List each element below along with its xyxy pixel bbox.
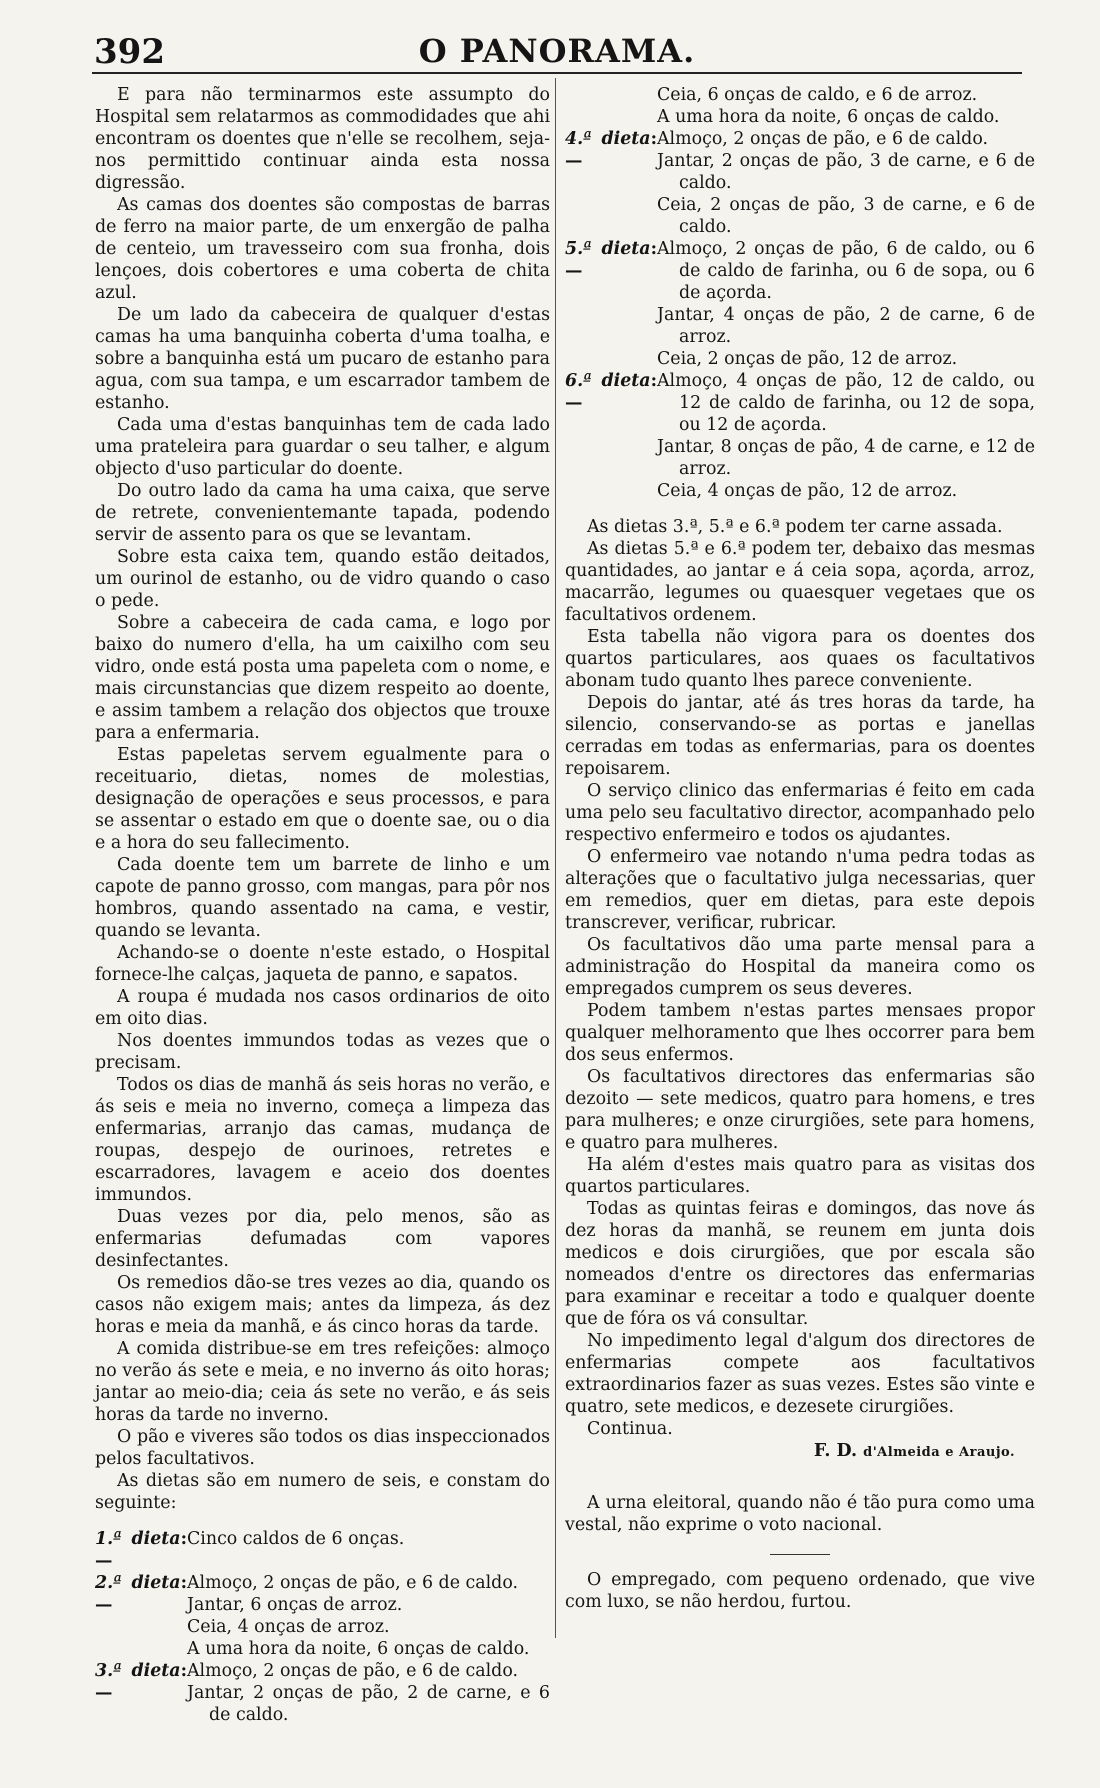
diet-line: Cinco caldos de 6 onças.	[187, 1529, 405, 1549]
diet-lines	[657, 238, 1035, 370]
diet-entry	[565, 370, 1035, 502]
diet-line: Jantar, 8 onças de pão, 4 de carne, e 12 de arroz.	[657, 437, 1035, 479]
journal-title: O PANORAMA.	[418, 32, 696, 70]
diet-label: 2.ª dieta: —	[95, 1573, 187, 1615]
diet-lines	[657, 370, 1035, 502]
paragraph: Sobre a cabeceira de cada cama, e logo por baixo do numero d'ella, ha um caixilho com seu vidro, onde está posta uma papeleta com o nome, e mais circunstancias que dizem respeito ao doente, e assim tambem a relação dos objectos que trouxe para a enfermaria.	[95, 613, 550, 743]
paragraph: Esta tabella não vigora para os doentes dos quartos particulares, aos quaes os facultativos abonam tudo quanto lhes parece conveniente.	[565, 627, 1035, 691]
paragraph: Todas as quintas feiras e domingos, das nove ás dez horas da manhã, se reunem em junta dois medicos e dois cirurgiões, que por escala são nomeados d'entre os directores das enfermarias para examinar e receitar a todo e qualquer doente que de fóra os vá consultar.	[565, 1199, 1035, 1329]
diet-lines	[187, 1660, 550, 1726]
diet-label: 3.ª dieta: —	[95, 1661, 187, 1703]
diet-line: Almoço, 2 onças de pão, e 6 de caldo.	[657, 129, 989, 149]
diet-line: Ceia, 2 onças de pão, 3 de carne, e 6 de caldo.	[657, 195, 1035, 237]
continua-note: Continua.	[587, 1419, 673, 1439]
diet-lines	[657, 84, 1035, 128]
paragraph: O enfermeiro vae notando n'uma pedra todas as alterações que o facultativo julga necessarias, quer em remedios, quer em dietas, para este depois transcrever, verificar, rubricar.	[565, 847, 1035, 933]
diet-line: Almoço, 2 onças de pão, e 6 de caldo.	[187, 1573, 519, 1593]
paragraph: No impedimento legal d'algum dos directores de enfermarias compete aos facultativos extraordinarios fazer as suas vezes. Estes são vinte e quatro, sete medicos, e dezesete cirurgiões.	[565, 1331, 1035, 1417]
paragraph: As camas dos doentes são compostas de barras de ferro na maior parte, de um enxergão de palha de centeio, um travesseiro com sua fronha, dois lençoes, dois cobertores e uma coberta de chita azul.	[95, 195, 550, 303]
paragraph: Os facultativos dão uma parte mensal para a administração do Hospital da maneira como os empregados cumprem os seus deveres.	[565, 935, 1035, 999]
paragraph: Nos doentes immundos todas as vezes que o precisam.	[95, 1031, 550, 1073]
diet-line: Jantar, 6 onças de arroz.	[187, 1595, 403, 1615]
paragraph: Estas papeletas servem egualmente para o receituario, dietas, nomes de molestias, designação de operações e seus processos, e para se assentar o estado em que o doente sae, ou o dia e a hora do seu fallecimento.	[95, 745, 550, 853]
diet-lines	[657, 128, 1035, 238]
paragraph: O pão e viveres são todos os dias inspeccionados pelos facultativos.	[95, 1427, 550, 1469]
diet-entry	[95, 1528, 550, 1572]
paragraph: As dietas 5.ª e 6.ª podem ter, debaixo das mesmas quantidades, ao jantar e á ceia sopa, açorda, arroz, macarrão, legumes ou quaesquer vegetaes que os facultativos ordenem.	[565, 539, 1035, 625]
diet-line: Almoço, 2 onças de pão, 6 de caldo, ou 6 de caldo de farinha, ou 6 de sopa, ou 6 de açorda.	[657, 239, 1035, 303]
paragraph: Depois do jantar, até ás tres horas da tarde, ha silencio, conservando-se as portas e janellas cerradas em todas as enfermarias, para os doentes repoisarem.	[565, 693, 1035, 779]
diet-entry	[565, 128, 1035, 238]
left-column	[95, 84, 550, 1726]
paragraph: E para não terminarmos este assumpto do Hospital sem relatarmos as commodidades que ahi encontram os doentes que n'elle se recolhem, seja-nos permittido continuar ainda esta nossa digressão.	[95, 85, 550, 193]
diet-entry	[95, 1572, 550, 1660]
diet-label: 4.ª dieta: —	[565, 129, 657, 171]
diet-lines	[187, 1572, 550, 1660]
diet-entry	[565, 84, 1035, 128]
author-name: d'Almeida e Araujo.	[863, 1445, 1015, 1460]
diet-label: 6.ª dieta: —	[565, 371, 657, 413]
spacer	[95, 1514, 550, 1528]
diet-label: 1.ª dieta: —	[95, 1529, 187, 1571]
paragraph: De um lado da cabeceira de qualquer d'estas camas ha uma banquinha coberta d'uma toalha, e sobre a banquinha está um pucaro de estanho para agua, com sua tampa, e um escarrador tambem de estanho.	[95, 305, 550, 413]
diet-line: Ceia, 6 onças de caldo, e 6 de arroz.	[657, 85, 978, 105]
paragraph: Cada doente tem um barrete de linho e um capote de panno grosso, com mangas, para pôr nos hombros, quando assentado na cama, e vestir, quando se levanta.	[95, 855, 550, 941]
paragraph: A comida distribue-se em tres refeições: almoço no verão ás sete e meia, e no inverno ás oito horas; jantar ao meio-dia; ceia ás sete no verão, e ás seis horas da tarde no inverno.	[95, 1339, 550, 1425]
paragraph: Os remedios dão-se tres vezes ao dia, quando os casos não exigem mais; antes da limpeza, ás dez horas e meia da manhã, e ás cinco horas da tarde.	[95, 1273, 550, 1337]
page-header	[92, 28, 1022, 74]
diet-line: Ceia, 4 onças de pão, 12 de arroz.	[657, 481, 958, 501]
paragraph: Podem tambem n'estas partes mensaes propor qualquer melhoramento que lhes occorrer para bem dos seus enfermos.	[565, 1001, 1035, 1065]
diet-label: 5.ª dieta: —	[565, 239, 657, 281]
spacer	[565, 1555, 1035, 1569]
diet-line: A uma hora da noite, 6 onças de caldo.	[187, 1639, 530, 1659]
spacer	[565, 502, 1035, 516]
paragraph: As dietas 3.ª, 5.ª e 6.ª podem ter carne assada.	[587, 517, 1003, 537]
paragraph: Duas vezes por dia, pelo menos, são as enfermarias defumadas com vapores desinfectantes.	[95, 1207, 550, 1271]
diet-entry	[565, 238, 1035, 370]
column-divider	[555, 78, 556, 1638]
paragraph: Achando-se o doente n'este estado, o Hospital fornece-lhe calças, jaqueta de panno, e sapatos.	[95, 943, 550, 985]
diet-entry	[95, 1660, 550, 1726]
paragraph: Ha além d'estes mais quatro para as visitas dos quartos particulares.	[565, 1155, 1035, 1197]
diet-label	[565, 84, 657, 128]
maxim: A urna eleitoral, quando não é tão pura como uma vestal, não exprime o voto nacional.	[565, 1493, 1035, 1535]
diet-line: Jantar, 2 onças de pão, 3 de carne, e 6 de caldo.	[657, 151, 1035, 193]
diet-line: Almoço, 4 onças de pão, 12 de caldo, ou 12 de caldo de farinha, ou 12 de sopa, ou 12 de açorda.	[657, 371, 1035, 435]
paragraph: A roupa é mudada nos casos ordinarios de oito em oito dias.	[95, 987, 550, 1029]
page-number: 392	[94, 32, 165, 72]
author-initials: F. D.	[813, 1441, 858, 1461]
author-signature	[565, 1440, 1035, 1464]
paragraph: As dietas são em numero de seis, e constam do seguinte:	[95, 1471, 550, 1513]
diet-lines	[187, 1528, 550, 1572]
paragraph: Os facultativos directores das enfermarias são dezoito — sete medicos, quatro para homens, e tres para mulheres; e onze cirurgiões, sete para homens, e quatro para mulheres.	[565, 1067, 1035, 1153]
paragraph: Sobre esta caixa tem, quando estão deitados, um ourinol de estanho, ou de vidro quando o caso o pede.	[95, 547, 550, 611]
diet-line: Jantar, 4 onças de pão, 2 de carne, 6 de arroz.	[657, 305, 1035, 347]
diet-line: Ceia, 4 onças de arroz.	[187, 1617, 390, 1637]
paragraph: Do outro lado da cama ha uma caixa, que serve de retrete, convenientemante tapada, podendo servir de assento para os que se levantam.	[95, 481, 550, 545]
diet-line: Jantar, 2 onças de pão, 2 de carne, e 6 de caldo.	[187, 1683, 550, 1725]
paragraph: Todos os dias de manhã ás seis horas no verão, e ás seis e meia no inverno, começa a limpeza das enfermarias, arranjo das camas, mudança de roupas, despejo de ourinoes, retretes e escarradores, lavagem e aceio dos doentes immundos.	[95, 1075, 550, 1205]
paragraph: Cada uma d'estas banquinhas tem de cada lado uma prateleira para guardar o seu talher, e algum objecto d'uso particular do doente.	[95, 415, 550, 479]
right-column	[565, 84, 1035, 1613]
spacer	[565, 1464, 1035, 1492]
diet-line: A uma hora da noite, 6 onças de caldo.	[657, 107, 1000, 127]
diet-line: Ceia, 2 onças de pão, 12 de arroz.	[657, 349, 958, 369]
maxim: O empregado, com pequeno ordenado, que vive com luxo, se não herdou, furtou.	[565, 1570, 1035, 1612]
paragraph: O serviço clinico das enfermarias é feito em cada uma pelo seu facultativo director, acompanhado pelo respectivo enfermeiro e todos os ajudantes.	[565, 781, 1035, 845]
diet-line: Almoço, 2 onças de pão, e 6 de caldo.	[187, 1661, 519, 1681]
